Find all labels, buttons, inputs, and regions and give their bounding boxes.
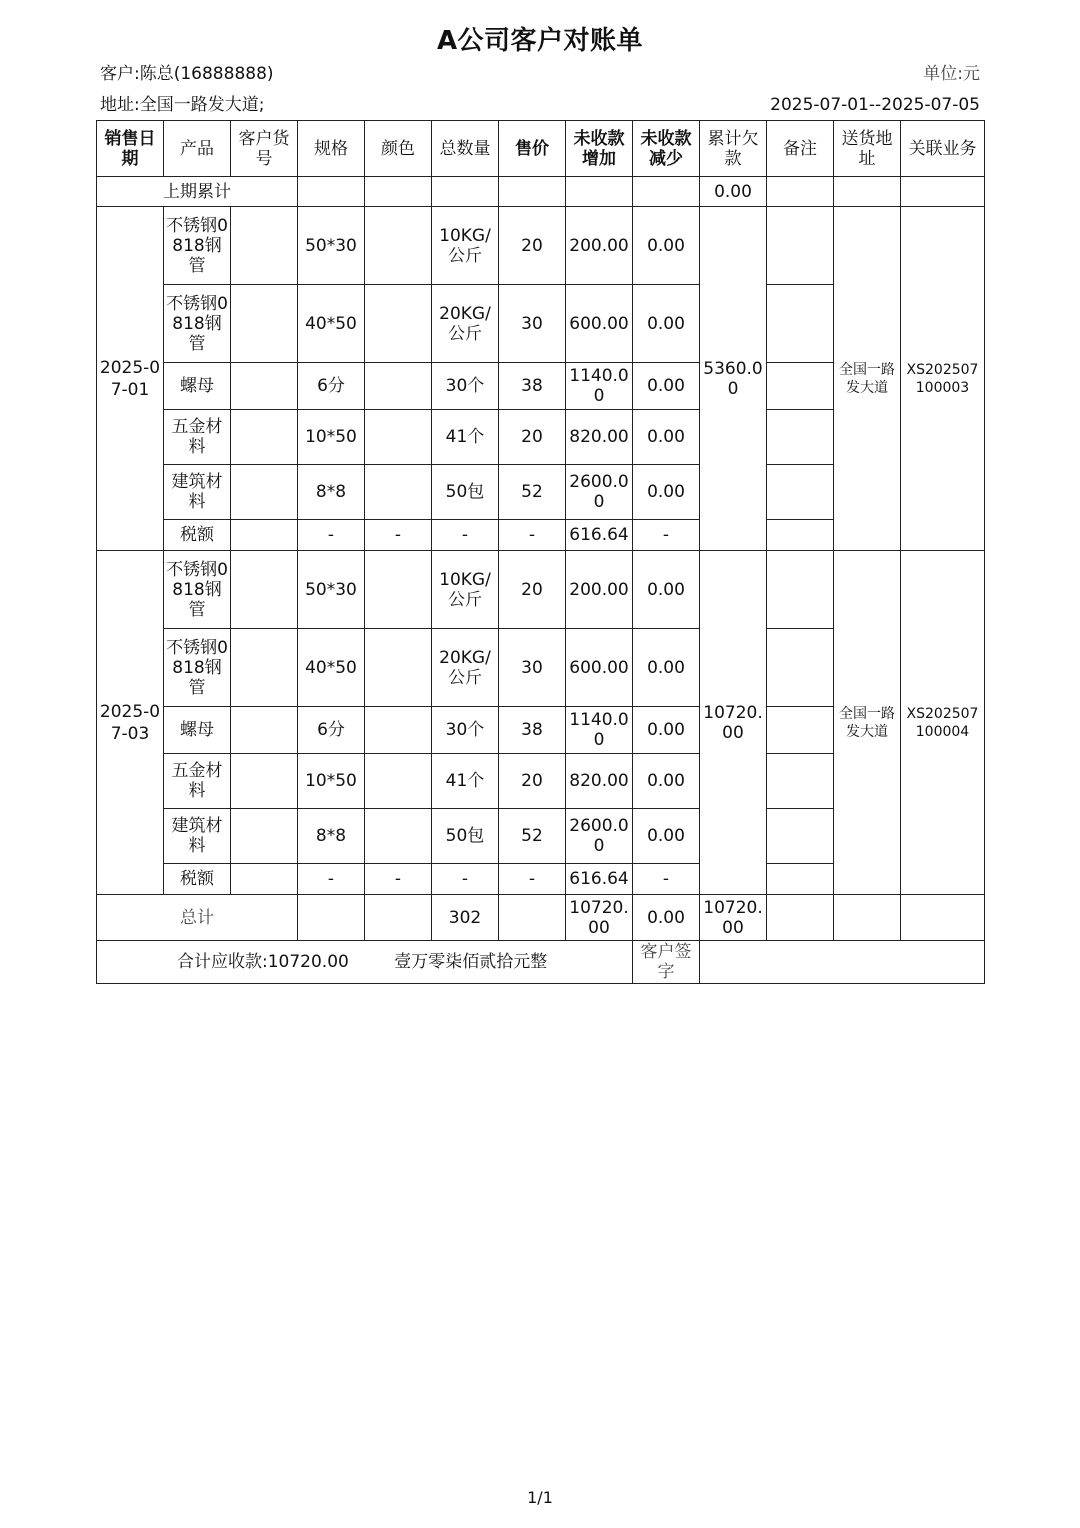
delivery-address: 全国一路发大道 (834, 207, 901, 551)
header-receivable-decrease: 未收款减少 (633, 121, 700, 177)
remark (767, 629, 834, 707)
receivable-increase: 2600.00 (566, 809, 633, 864)
price: 30 (499, 285, 566, 363)
color (365, 809, 432, 864)
spec: 6分 (298, 363, 365, 410)
accumulated-balance: 10720.00 (700, 551, 767, 895)
remark (767, 465, 834, 520)
receivable-increase: 200.00 (566, 551, 633, 629)
receivable-increase: 600.00 (566, 285, 633, 363)
quantity: 30个 (432, 707, 499, 754)
remark (767, 285, 834, 363)
quantity: 41个 (432, 754, 499, 809)
receivable-decrease: 0.00 (633, 754, 700, 809)
customer-info: 客户:陈总(16888888) (100, 64, 274, 84)
receivable-increase: 600.00 (566, 629, 633, 707)
remark (767, 363, 834, 410)
header-row (97, 121, 985, 177)
document-title: A公司客户对账单 (436, 26, 644, 56)
customer-address: 地址:全国一路发大道; (100, 95, 265, 115)
remark (767, 551, 834, 629)
receivable-increase: 1140.00 (566, 363, 633, 410)
remark (767, 207, 834, 285)
receivable-decrease: 0.00 (633, 629, 700, 707)
customer-code (231, 707, 298, 754)
total-balance: 10720.00 (700, 895, 767, 941)
spec: 8*8 (298, 465, 365, 520)
tax-quantity: - (432, 520, 499, 551)
receivable-increase: 820.00 (566, 754, 633, 809)
signature-label: 客户签字 (633, 941, 700, 984)
header-related-order: 关联业务 (901, 121, 985, 177)
total-increase: 10720.00 (566, 895, 633, 941)
spec: 6分 (298, 707, 365, 754)
total-label: 总计 (97, 895, 298, 941)
receivable-decrease: 0.00 (633, 207, 700, 285)
header-color: 颜色 (365, 121, 432, 177)
remark (767, 864, 834, 895)
remark (767, 707, 834, 754)
header-price: 售价 (499, 121, 566, 177)
table-row (97, 551, 985, 629)
summary-row (97, 941, 985, 984)
product-name: 螺母 (164, 363, 231, 410)
sale-date: 2025-07-03 (97, 551, 164, 895)
color (365, 629, 432, 707)
price: 38 (499, 363, 566, 410)
spec: 10*50 (298, 754, 365, 809)
quantity: 10KG/公斤 (432, 207, 499, 285)
related-order: XS202507100004 (901, 551, 985, 895)
spec: 50*30 (298, 207, 365, 285)
quantity: 41个 (432, 410, 499, 465)
receivable-increase: 200.00 (566, 207, 633, 285)
product-name: 不锈钢0818钢管 (164, 285, 231, 363)
color (365, 207, 432, 285)
delivery-address: 全国一路发大道 (834, 551, 901, 895)
receivable-decrease: 0.00 (633, 809, 700, 864)
spec: 50*30 (298, 551, 365, 629)
product-name: 不锈钢0818钢管 (164, 207, 231, 285)
quantity: 20KG/公斤 (432, 285, 499, 363)
customer-code (231, 465, 298, 520)
header-delivery-address: 送货地址 (834, 121, 901, 177)
receivable-decrease: 0.00 (633, 285, 700, 363)
receivable-increase: 2600.00 (566, 465, 633, 520)
remark (767, 754, 834, 809)
page-number: 1/1 (527, 1488, 553, 1507)
previous-balance-row (97, 177, 985, 207)
product-name: 螺母 (164, 707, 231, 754)
quantity: 10KG/公斤 (432, 551, 499, 629)
spec: 40*50 (298, 285, 365, 363)
customer-code (231, 207, 298, 285)
tax-amount: 616.64 (566, 864, 633, 895)
receivable-decrease: 0.00 (633, 707, 700, 754)
amount-in-words: 壹万零柒佰贰拾元整 (394, 952, 548, 972)
color (365, 707, 432, 754)
color (365, 285, 432, 363)
remark (767, 809, 834, 864)
price: 20 (499, 410, 566, 465)
customer-code (231, 285, 298, 363)
spec: 10*50 (298, 410, 365, 465)
customer-code (231, 629, 298, 707)
price: 52 (499, 809, 566, 864)
price: 20 (499, 551, 566, 629)
tax-amount: 616.64 (566, 520, 633, 551)
total-receivable: 合计应收款:10720.00 (177, 952, 349, 972)
quantity: 50包 (432, 809, 499, 864)
signature-field (700, 941, 985, 984)
price: 20 (499, 207, 566, 285)
currency-unit: 单位:元 (923, 64, 980, 84)
product-name: 五金材料 (164, 410, 231, 465)
total-row (97, 895, 985, 941)
price: 30 (499, 629, 566, 707)
quantity: 30个 (432, 363, 499, 410)
tax-color: - (365, 864, 432, 895)
product-name: 五金材料 (164, 754, 231, 809)
summary-cell (97, 941, 633, 984)
spec: 40*50 (298, 629, 365, 707)
header-remark: 备注 (767, 121, 834, 177)
header-product: 产品 (164, 121, 231, 177)
header-sale-date: 销售日期 (97, 121, 164, 177)
customer-code (231, 754, 298, 809)
receivable-increase: 1140.00 (566, 707, 633, 754)
color (365, 363, 432, 410)
header-receivable-increase: 未收款增加 (566, 121, 633, 177)
price: 52 (499, 465, 566, 520)
receivable-decrease: 0.00 (633, 410, 700, 465)
tax-spec: - (298, 864, 365, 895)
quantity: 50包 (432, 465, 499, 520)
table-row (97, 207, 985, 285)
price: 38 (499, 707, 566, 754)
tax-quantity: - (432, 864, 499, 895)
tax-spec: - (298, 520, 365, 551)
tax-color: - (365, 520, 432, 551)
receivable-increase: 820.00 (566, 410, 633, 465)
total-decrease: 0.00 (633, 895, 700, 941)
header-spec: 规格 (298, 121, 365, 177)
sale-date: 2025-07-01 (97, 207, 164, 551)
color (365, 410, 432, 465)
tax-label: 税额 (164, 520, 231, 551)
tax-price: - (499, 864, 566, 895)
total-quantity: 302 (432, 895, 499, 941)
header-customer-code: 客户货号 (231, 121, 298, 177)
previous-balance-label: 上期累计 (97, 177, 298, 207)
product-name: 建筑材料 (164, 465, 231, 520)
product-name: 建筑材料 (164, 809, 231, 864)
customer-code (231, 410, 298, 465)
spec: 8*8 (298, 809, 365, 864)
product-name: 不锈钢0818钢管 (164, 551, 231, 629)
tax-decrease: - (633, 864, 700, 895)
remark (767, 520, 834, 551)
quantity: 20KG/公斤 (432, 629, 499, 707)
color (365, 465, 432, 520)
related-order: XS202507100003 (901, 207, 985, 551)
customer-code (231, 809, 298, 864)
receivable-decrease: 0.00 (633, 363, 700, 410)
customer-code (231, 551, 298, 629)
customer-code (231, 363, 298, 410)
color (365, 551, 432, 629)
color (365, 754, 432, 809)
accumulated-balance: 5360.00 (700, 207, 767, 551)
receivable-decrease: 0.00 (633, 465, 700, 520)
previous-balance-value: 0.00 (700, 177, 767, 207)
price: 20 (499, 754, 566, 809)
statement-table (96, 120, 985, 984)
tax-price: - (499, 520, 566, 551)
statement-period: 2025-07-01--2025-07-05 (770, 95, 980, 115)
tax-decrease: - (633, 520, 700, 551)
header-accumulated-balance: 累计欠款 (700, 121, 767, 177)
tax-label: 税额 (164, 864, 231, 895)
product-name: 不锈钢0818钢管 (164, 629, 231, 707)
receivable-decrease: 0.00 (633, 551, 700, 629)
remark (767, 410, 834, 465)
header-quantity: 总数量 (432, 121, 499, 177)
